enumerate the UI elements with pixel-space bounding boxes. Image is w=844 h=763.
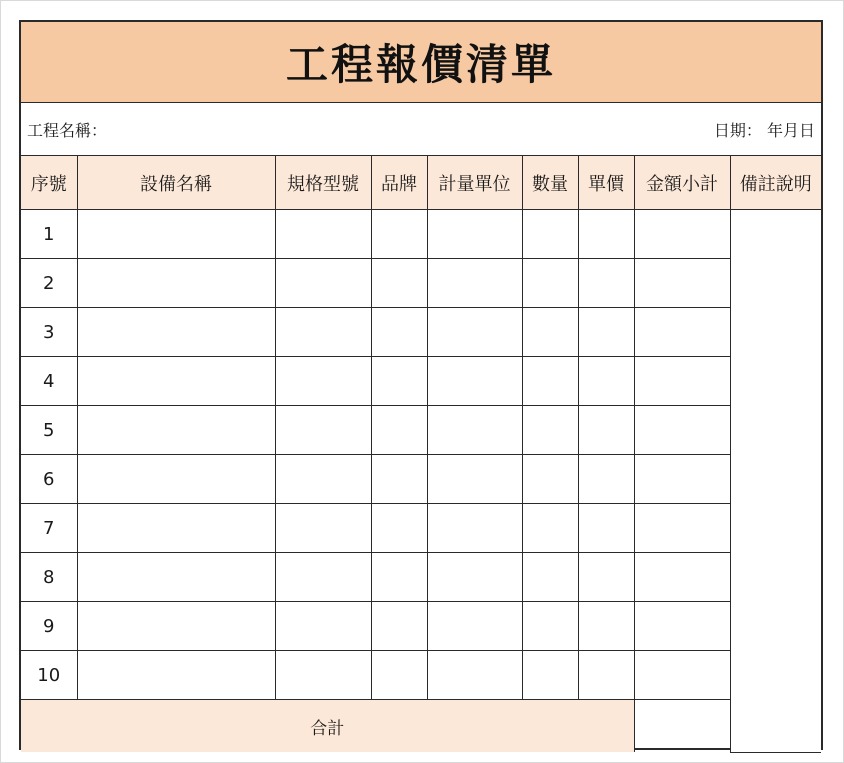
column-header: 金額小計 xyxy=(634,156,730,210)
unit-cell[interactable] xyxy=(427,259,522,308)
column-header: 品牌 xyxy=(371,156,427,210)
quantity-cell[interactable] xyxy=(522,259,578,308)
unit-cell[interactable] xyxy=(427,455,522,504)
spec-model-cell[interactable] xyxy=(275,357,371,406)
unit-price-cell[interactable] xyxy=(578,308,634,357)
column-header: 設備名稱 xyxy=(77,156,275,210)
unit-price-cell[interactable] xyxy=(578,504,634,553)
quantity-cell[interactable] xyxy=(522,406,578,455)
subtotal-cell[interactable] xyxy=(634,210,730,259)
date-label: 日期： 年月日 xyxy=(713,120,815,140)
quote-table xyxy=(21,156,821,753)
spec-model-cell[interactable] xyxy=(275,504,371,553)
equipment-name-cell[interactable] xyxy=(77,308,275,357)
column-header: 序號 xyxy=(21,156,77,210)
column-header: 數量 xyxy=(522,156,578,210)
quantity-cell[interactable] xyxy=(522,455,578,504)
column-header: 單價 xyxy=(578,156,634,210)
sheet-title: 工程報價清單 xyxy=(285,40,556,89)
subtotal-cell[interactable] xyxy=(634,308,730,357)
remarks-cell[interactable] xyxy=(730,210,821,753)
column-header: 規格型號 xyxy=(275,156,371,210)
unit-cell[interactable] xyxy=(427,210,522,259)
row-number: 6 xyxy=(21,455,77,504)
table-row xyxy=(21,308,821,357)
table-row xyxy=(21,259,821,308)
brand-cell[interactable] xyxy=(371,504,427,553)
table-row xyxy=(21,210,821,259)
spec-model-cell[interactable] xyxy=(275,651,371,700)
brand-cell[interactable] xyxy=(371,308,427,357)
unit-cell[interactable] xyxy=(427,308,522,357)
quote-sheet xyxy=(19,20,823,750)
unit-price-cell[interactable] xyxy=(578,357,634,406)
equipment-name-cell[interactable] xyxy=(77,455,275,504)
unit-price-cell[interactable] xyxy=(578,406,634,455)
unit-cell[interactable] xyxy=(427,553,522,602)
brand-cell[interactable] xyxy=(371,455,427,504)
row-number: 10 xyxy=(21,651,77,700)
total-amount-cell[interactable] xyxy=(634,700,730,753)
brand-cell[interactable] xyxy=(371,357,427,406)
table-row xyxy=(21,455,821,504)
subtotal-cell[interactable] xyxy=(634,651,730,700)
row-number: 9 xyxy=(21,602,77,651)
equipment-name-cell[interactable] xyxy=(77,602,275,651)
table-row xyxy=(21,651,821,700)
equipment-name-cell[interactable] xyxy=(77,259,275,308)
spec-model-cell[interactable] xyxy=(275,455,371,504)
column-header: 備註說明 xyxy=(730,156,821,210)
brand-cell[interactable] xyxy=(371,651,427,700)
equipment-name-cell[interactable] xyxy=(77,651,275,700)
quantity-cell[interactable] xyxy=(522,357,578,406)
unit-cell[interactable] xyxy=(427,406,522,455)
unit-price-cell[interactable] xyxy=(578,553,634,602)
unit-price-cell[interactable] xyxy=(578,259,634,308)
title-bar xyxy=(21,22,821,103)
spec-model-cell[interactable] xyxy=(275,259,371,308)
quantity-cell[interactable] xyxy=(522,308,578,357)
table-row xyxy=(21,357,821,406)
brand-cell[interactable] xyxy=(371,406,427,455)
column-header: 計量單位 xyxy=(427,156,522,210)
total-row xyxy=(21,700,821,753)
equipment-name-cell[interactable] xyxy=(77,357,275,406)
project-name-label: 工程名稱： xyxy=(27,120,108,140)
brand-cell[interactable] xyxy=(371,553,427,602)
row-number: 4 xyxy=(21,357,77,406)
row-number: 1 xyxy=(21,210,77,259)
row-number: 3 xyxy=(21,308,77,357)
unit-price-cell[interactable] xyxy=(578,455,634,504)
quantity-cell[interactable] xyxy=(522,504,578,553)
brand-cell[interactable] xyxy=(371,210,427,259)
unit-price-cell[interactable] xyxy=(578,210,634,259)
equipment-name-cell[interactable] xyxy=(77,504,275,553)
total-label: 合計 xyxy=(21,700,634,753)
row-number: 7 xyxy=(21,504,77,553)
equipment-name-cell[interactable] xyxy=(77,406,275,455)
unit-price-cell[interactable] xyxy=(578,602,634,651)
table-row xyxy=(21,602,821,651)
subtotal-cell[interactable] xyxy=(634,259,730,308)
spec-model-cell[interactable] xyxy=(275,308,371,357)
quantity-cell[interactable] xyxy=(522,553,578,602)
brand-cell[interactable] xyxy=(371,602,427,651)
unit-cell[interactable] xyxy=(427,651,522,700)
header-row xyxy=(21,156,821,210)
unit-cell[interactable] xyxy=(427,602,522,651)
row-number: 8 xyxy=(21,553,77,602)
table-row xyxy=(21,504,821,553)
info-row xyxy=(21,103,821,156)
spec-model-cell[interactable] xyxy=(275,406,371,455)
table-row xyxy=(21,553,821,602)
subtotal-cell[interactable] xyxy=(634,406,730,455)
subtotal-cell[interactable] xyxy=(634,504,730,553)
equipment-name-cell[interactable] xyxy=(77,553,275,602)
brand-cell[interactable] xyxy=(371,259,427,308)
quantity-cell[interactable] xyxy=(522,210,578,259)
subtotal-cell[interactable] xyxy=(634,553,730,602)
quantity-cell[interactable] xyxy=(522,651,578,700)
unit-cell[interactable] xyxy=(427,357,522,406)
unit-cell[interactable] xyxy=(427,504,522,553)
row-number: 2 xyxy=(21,259,77,308)
subtotal-cell[interactable] xyxy=(634,602,730,651)
subtotal-cell[interactable] xyxy=(634,357,730,406)
spec-model-cell[interactable] xyxy=(275,210,371,259)
quantity-cell[interactable] xyxy=(522,602,578,651)
spec-model-cell[interactable] xyxy=(275,602,371,651)
subtotal-cell[interactable] xyxy=(634,455,730,504)
unit-price-cell[interactable] xyxy=(578,651,634,700)
row-number: 5 xyxy=(21,406,77,455)
spec-model-cell[interactable] xyxy=(275,553,371,602)
table-row xyxy=(21,406,821,455)
equipment-name-cell[interactable] xyxy=(77,210,275,259)
